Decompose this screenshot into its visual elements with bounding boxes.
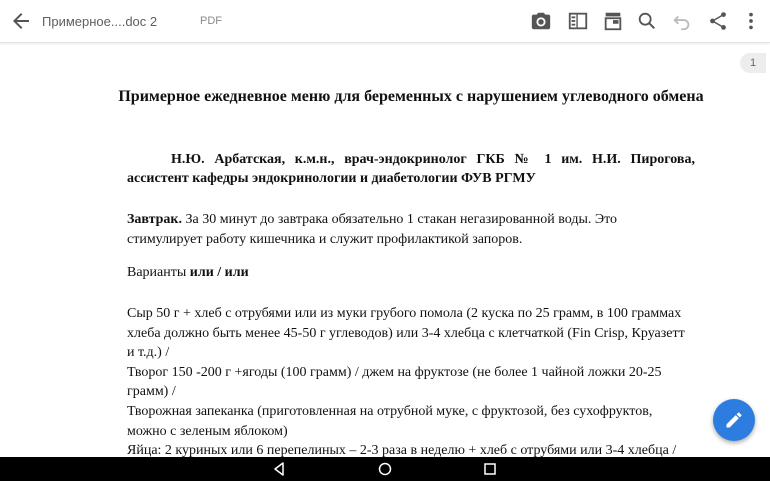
- share-icon[interactable]: [707, 10, 729, 32]
- document-page[interactable]: [0, 44, 770, 457]
- pencil-icon: [724, 410, 744, 430]
- variants-label: Варианты: [127, 265, 190, 280]
- variants-line: [127, 263, 695, 283]
- reading-mode-icon[interactable]: [567, 10, 589, 32]
- system-nav-bar: [0, 457, 770, 481]
- bookmark-view-icon[interactable]: [602, 10, 624, 32]
- breakfast-label: Завтрак.: [127, 212, 183, 227]
- list-item: Творожная запеканка (приготовленная на отрубной муке, с фруктозой, без сухофруктов, можно с зеленым яблоком): [127, 403, 653, 439]
- list-item: Творог 150 -200 г +ягоды (100 грамм) / джем на фруктозе (не более 1 чайной ложки 20-25 грамм) /: [127, 364, 662, 400]
- top-toolbar: [0, 0, 770, 43]
- page-number-badge: 1: [740, 53, 766, 73]
- breakfast-text: За 30 минут до завтрака обязательно 1 стакан негазированной воды. Это стимулирует работу кишечника и служит профилактикой запоров.: [127, 212, 618, 247]
- file-type-label: PDF: [200, 15, 222, 27]
- more-vert-icon[interactable]: [740, 10, 762, 32]
- menu-items-list: [127, 304, 695, 457]
- breakfast-paragraph: [127, 210, 695, 250]
- nav-recents-icon[interactable]: [482, 461, 498, 477]
- search-icon[interactable]: [636, 10, 658, 32]
- edit-fab-button[interactable]: [713, 399, 755, 441]
- list-item: Яйца: 2 куриных или 6 перепелиных – 2-3 раза в неделю + хлеб с отрубями или 3-4 хлебца /: [127, 443, 677, 457]
- arrow-back-icon[interactable]: [9, 9, 33, 33]
- author-line: Н.Ю. Арбатская, к.м.н., врач-эндокринолог ГКБ № 1 им. Н.И. Пирогова, ассистент кафедры эндокринологии и диабетологии ФУВ РГМУ: [127, 152, 695, 186]
- nav-back-icon[interactable]: [271, 461, 287, 477]
- document-name: Примерное....doc 2: [42, 14, 158, 29]
- camera-icon[interactable]: [530, 10, 552, 32]
- list-item: Сыр 50 г + хлеб с отрубями или из муки грубого помола (2 куска по 25 грамм, в 100 граммах хлеба должно быть менее 45-50 г углеводов) или 3-4 хлебца с клетчаткой (Fin Crisp, Круазетт и т.д.) /: [127, 306, 685, 361]
- variants-bold: или / или: [189, 265, 249, 280]
- document-heading: Примерное ежедневное меню для беременных с нарушением углеводного обмена: [118, 88, 704, 105]
- nav-home-icon[interactable]: [377, 461, 393, 477]
- undo-icon[interactable]: [671, 10, 693, 32]
